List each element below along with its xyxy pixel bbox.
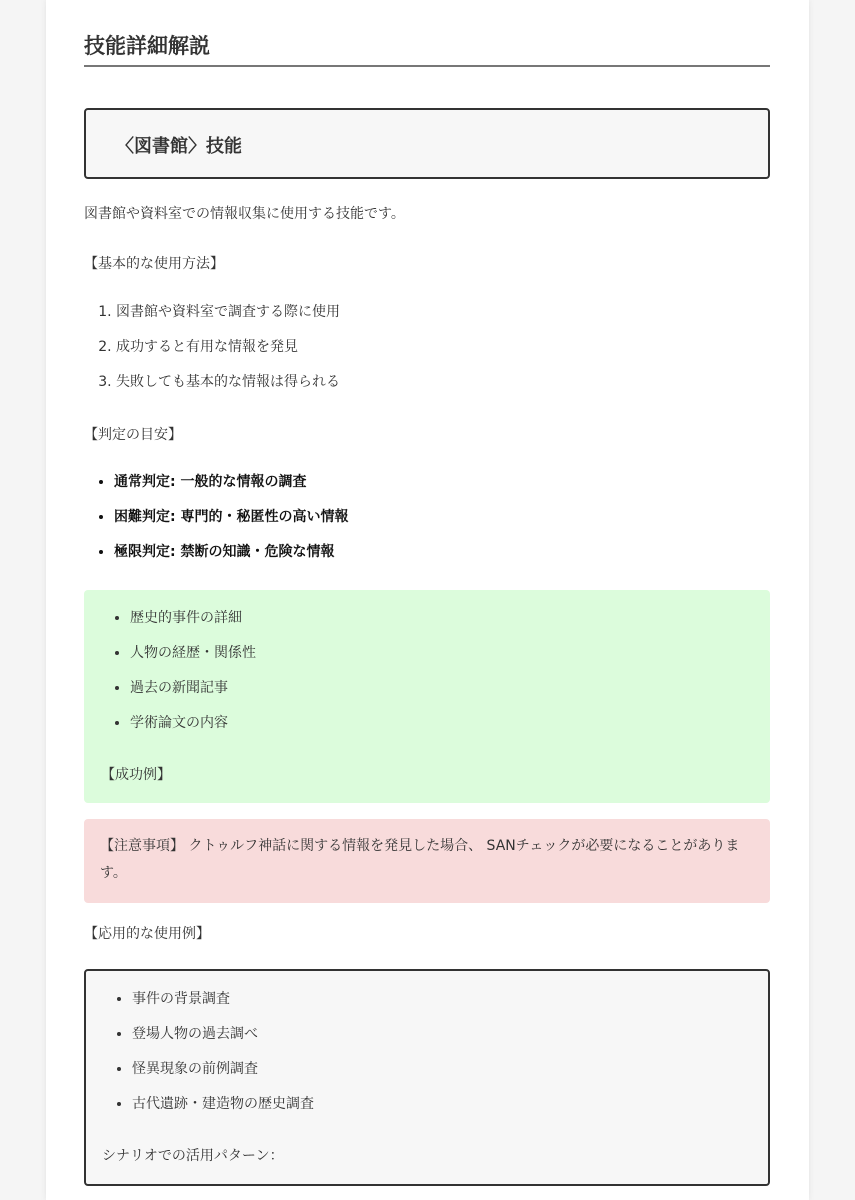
list-item: 1. 図書館や資料室で調査する際に使用 bbox=[116, 300, 340, 335]
list-item: • 学術論文の内容 bbox=[130, 711, 256, 746]
applied-example-box bbox=[84, 969, 770, 1186]
warning-box bbox=[84, 819, 770, 903]
judgement-heading: 【判定の目安】 bbox=[84, 427, 182, 443]
success-example-box bbox=[84, 590, 770, 803]
list-item: • 事件の背景調査 bbox=[132, 987, 314, 1022]
judgement-list bbox=[84, 470, 348, 575]
list-item: • 古代遺跡・建造物の歴史調査 bbox=[132, 1092, 314, 1127]
section-heading: 技能詳細解説 bbox=[84, 30, 770, 67]
intro-text: 図書館や資料室での情報収集に使用する技能です。 bbox=[84, 206, 405, 222]
list-item: • 歴史的事件の詳細 bbox=[130, 606, 256, 641]
skill-title: 〈図書館〉技能 bbox=[116, 136, 242, 157]
list-item: • 極限判定: 禁断の知識・危険な情報 bbox=[114, 540, 348, 575]
list-item: • 人物の経歴・関係性 bbox=[130, 641, 256, 676]
success-label: 【成功例】 bbox=[101, 767, 171, 783]
applied-heading: 【応用的な使用例】 bbox=[84, 926, 210, 942]
list-item: • 困難判定: 専門的・秘匿性の高い情報 bbox=[114, 505, 348, 540]
list-item: • 通常判定: 一般的な情報の調査 bbox=[114, 470, 348, 505]
basic-usage-heading: 【基本的な使用方法】 bbox=[84, 256, 224, 272]
list-item: • 過去の新聞記事 bbox=[130, 676, 256, 711]
list-item: 3. 失敗しても基本的な情報は得られる bbox=[116, 370, 340, 405]
list-item: 2. 成功すると有用な情報を発見 bbox=[116, 335, 340, 370]
warning-text: 【注意事項】 クトゥルフ神話に関する情報を発見した場合、 SANチェックが必要になることがあります。 bbox=[100, 838, 740, 881]
basic-usage-list bbox=[84, 300, 340, 405]
list-item: • 登場人物の過去調べ bbox=[132, 1022, 314, 1057]
pattern-label: シナリオでの活用パターン： bbox=[102, 1148, 284, 1164]
applied-list bbox=[86, 987, 314, 1127]
document-page bbox=[46, 0, 809, 1200]
skill-title-box bbox=[84, 108, 770, 179]
list-item: • 怪異現象の前例調査 bbox=[132, 1057, 314, 1092]
success-list bbox=[84, 606, 256, 746]
